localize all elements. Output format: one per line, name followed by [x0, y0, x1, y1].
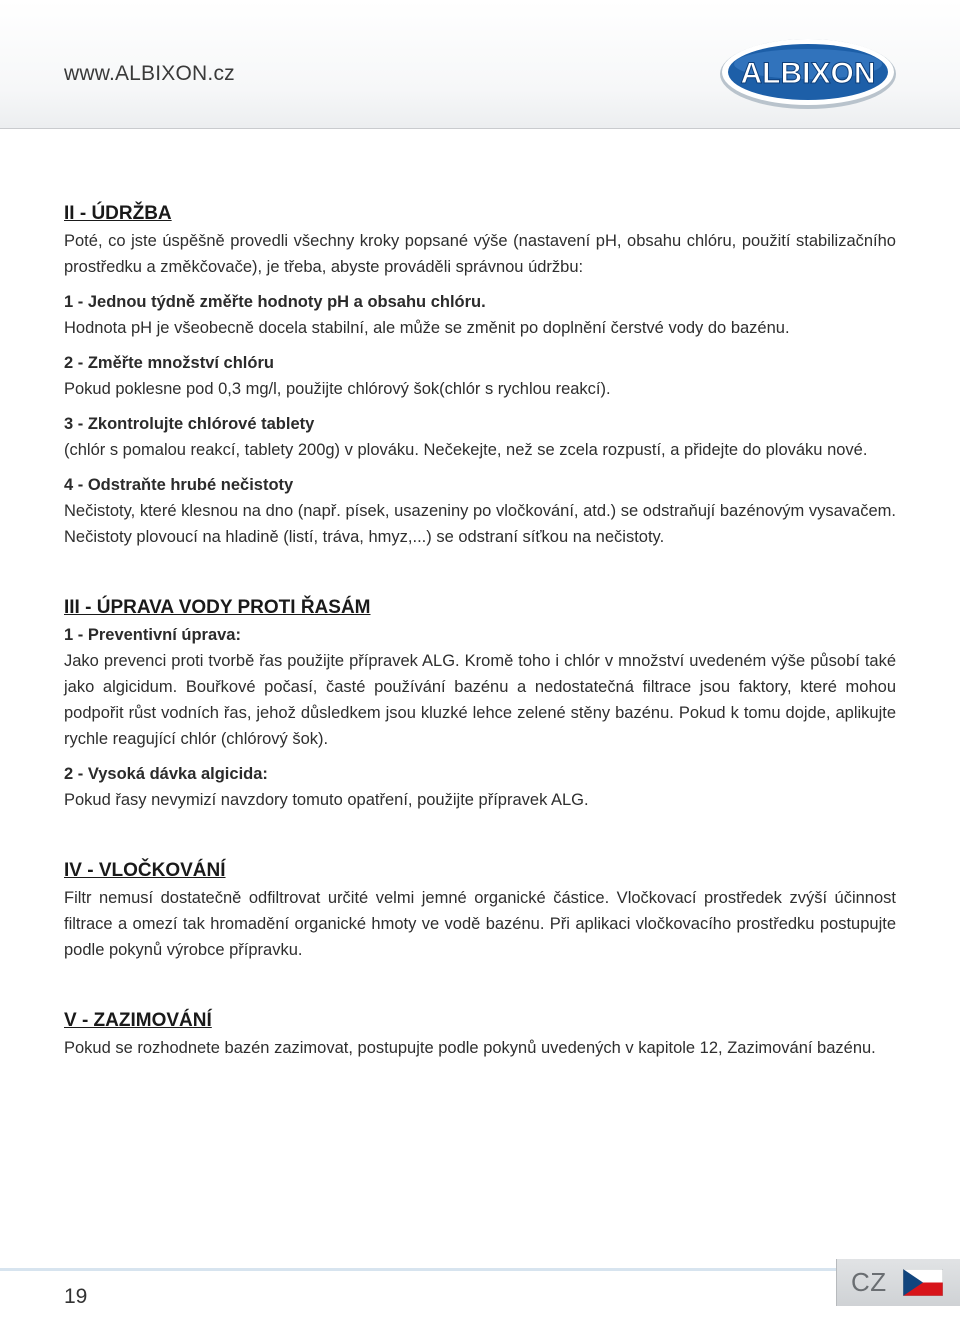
main-content: [64, 200, 896, 1061]
logo-text: ALBIXON: [740, 57, 876, 90]
maintenance-item-3-heading: 3 - Zkontrolujte chlórové tablety: [64, 415, 315, 433]
albixon-logo: [718, 34, 898, 110]
algae-item-2-heading: 2 - Vysoká dávka algicida:: [64, 765, 268, 783]
maintenance-item-3-text: (chlór s pomalou reakcí, tablety 200g) v plováku. Nečekejte, než se zcela rozpustí, a přidejte do plováku nové.: [64, 441, 868, 459]
language-badge: [836, 1259, 960, 1306]
maintenance-item-1-heading: 1 - Jednou týdně změřte hodnoty pH a obsahu chlóru.: [64, 293, 486, 311]
page-number: 19: [64, 1285, 88, 1308]
section-title-winterizing: V - ZAZIMOVÁNÍ: [64, 1010, 212, 1031]
algae-item-1-text: Jako prevenci proti tvorbě řas použijte přípravek ALG. Kromě toho i chlór v množství uvedeném výše působí také jako algicidum. Bouřkové počasí, časté používání bazénu a nedostatečná filtrace jsou faktory, které mohou podpořit růst vodních řas, jehož důsledkem jsou kluzké lehce zelené stěny bazénu. Pokud k tomu dojde, aplikujte rychle reagující chlór (chlórový šok).: [64, 652, 896, 748]
algae-item-1-heading: 1 - Preventivní úprava:: [64, 626, 241, 644]
maintenance-item-1-text: Hodnota pH je všeobecně docela stabilní, ale může se změnit po doplnění čerstvé vody do bazénu.: [64, 319, 790, 337]
language-code: CZ: [851, 1267, 887, 1297]
algae-item-2-text: Pokud řasy nevymizí navzdory tomuto opatření, použijte přípravek ALG.: [64, 791, 589, 809]
czech-flag-icon: [903, 1269, 943, 1296]
flocculation-text: Filtr nemusí dostatečně odfiltrovat určité velmi jemné organické částice. Vločkovací prostředek zvýší účinnost filtrace a omezí tak hromadění organické hmoty ve vodě bazénu. Při aplikaci vločkovacího prostředku postupujte podle pokynů výrobce přípravku.: [64, 889, 896, 959]
maintenance-intro: Poté, co jste úspěšně provedli všechny kroky popsané výše (nastavení pH, obsahu chlóru, použití stabilizačního prostředku a změkčovače), je třeba, abyste prováděli správnou údržbu:: [64, 232, 896, 276]
section-title-flocculation: IV - VLOČKOVÁNÍ: [64, 860, 226, 881]
site-url[interactable]: www.ALBIXON.cz: [64, 62, 235, 85]
section-title-maintenance: II - ÚDRŽBA: [64, 203, 172, 224]
maintenance-item-2-text: Pokud poklesne pod 0,3 mg/l, použijte chlórový šok(chlór s rychlou reakcí).: [64, 380, 611, 398]
maintenance-item-2-heading: 2 - Změřte množství chlóru: [64, 354, 274, 372]
page-header: [0, 0, 960, 129]
footer-divider: [0, 1268, 960, 1271]
winterizing-text: Pokud se rozhodnete bazén zazimovat, postupujte podle pokynů uvedených v kapitole 12, Zazimování bazénu.: [64, 1039, 876, 1057]
maintenance-item-4-text: Nečistoty, které klesnou na dno (např. písek, usazeniny po vločkování, atd.) se odstraňují bazénovým vysavačem. Nečistoty plovoucí na hladině (listí, tráva, hmyz,...) se odstraní síťkou na nečistoty.: [64, 502, 896, 546]
section-title-algae: III - ÚPRAVA VODY PROTI ŘASÁM: [64, 597, 371, 618]
maintenance-item-4-heading: 4 - Odstraňte hrubé nečistoty: [64, 476, 294, 494]
